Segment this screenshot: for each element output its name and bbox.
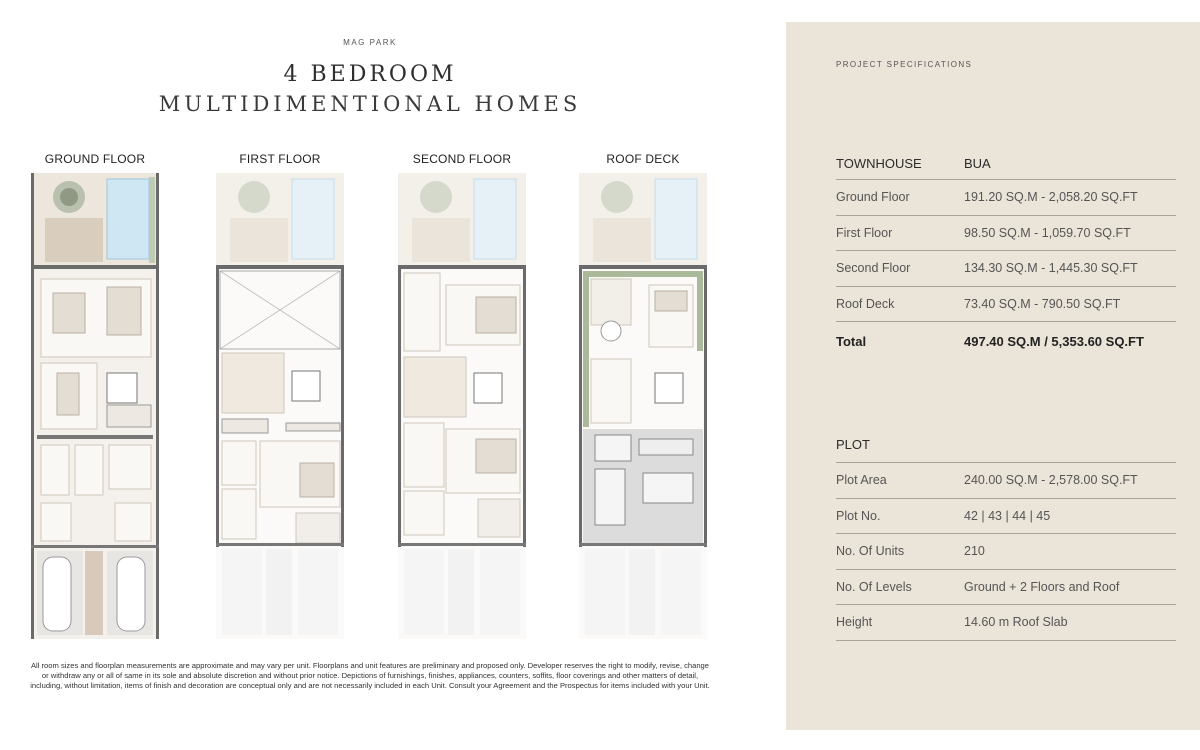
row-label: First Floor: [836, 215, 964, 251]
second-floor-plan: [398, 173, 526, 639]
row-label: Plot Area: [836, 463, 964, 499]
table-row: [836, 180, 1176, 216]
total-row: [836, 322, 1176, 361]
row-label: No. Of Units: [836, 534, 964, 570]
row-value: Ground + 2 Floors and Roof: [964, 569, 1176, 605]
floor-label-ground: GROUND FLOOR: [44, 152, 146, 166]
roof-deck-plan: [579, 173, 707, 639]
floor-second: [397, 150, 527, 639]
townhouse-table: [836, 147, 1176, 360]
floor-label-roof: ROOF DECK: [606, 152, 680, 166]
table-row: [836, 498, 1176, 534]
specifications-panel: [786, 22, 1200, 730]
row-value: 191.20 SQ.M - 2,058.20 SQ.FT: [964, 180, 1176, 216]
row-label: Second Floor: [836, 251, 964, 287]
floor-ground: [30, 150, 160, 639]
row-label: Height: [836, 605, 964, 641]
total-label: Total: [836, 333, 867, 349]
table-row: [836, 286, 1176, 322]
row-value: 240.00 SQ.M - 2,578.00 SQ.FT: [964, 463, 1176, 499]
row-label: Ground Floor: [836, 180, 964, 216]
brand-label: MAG PARK: [343, 38, 397, 47]
ground-floor-plan: [31, 173, 159, 639]
total-value: 497.40 SQ.M / 5,353.60 SQ.FT: [964, 333, 1144, 349]
table-row: [836, 534, 1176, 570]
townhouse-header-row: [836, 147, 1176, 180]
floor-label-first: FIRST FLOOR: [239, 152, 321, 166]
table-row: [836, 569, 1176, 605]
table-row: [836, 463, 1176, 499]
table-row: [836, 605, 1176, 641]
plot-heading: PLOT: [836, 437, 870, 452]
specifications-heading: PROJECT SPECIFICATIONS: [836, 60, 973, 69]
row-label: No. Of Levels: [836, 569, 964, 605]
table-row: [836, 215, 1176, 251]
row-label: Plot No.: [836, 498, 964, 534]
table-row: [836, 251, 1176, 287]
row-value: 73.40 SQ.M - 790.50 SQ.FT: [964, 286, 1176, 322]
row-label: Roof Deck: [836, 286, 964, 322]
row-value: 210: [964, 534, 1176, 570]
floor-label-second: SECOND FLOOR: [412, 152, 512, 166]
page-title: 4 BEDROOM: [283, 62, 457, 87]
row-value: 42 | 43 | 44 | 45: [964, 498, 1176, 534]
floor-roof: [578, 150, 708, 639]
row-value: 14.60 m Roof Slab: [964, 605, 1176, 641]
disclaimer-text: All room sizes and floorplan measurements are approximate and may vary per unit. Floorplans and unit features are preliminary and proposed only. Developer reserves the right to modify, revise, change or withdraw any or all of same in its sole and absolute discretion and without prior notice. Depictions of furnishings, finishes, appliances, counters, soffits, floor coverings and other matters of detail, including, without limitation, items of finish and decoration are conceptual only and are not necessarily included in each Unit. Consult your Agreement and the Prospectus for items included with your Unit.: [30, 661, 710, 691]
bua-col-label: BUA: [964, 147, 1176, 180]
row-value: 98.50 SQ.M - 1,059.70 SQ.FT: [964, 215, 1176, 251]
plot-table: [836, 462, 1176, 641]
floor-first: [215, 150, 345, 639]
first-floor-plan: [216, 173, 344, 639]
page-subtitle: MULTIDIMENTIONAL HOMES: [158, 92, 582, 116]
row-value: 134.30 SQ.M - 1,445.30 SQ.FT: [964, 251, 1176, 287]
townhouse-col-label: TOWNHOUSE: [836, 147, 964, 180]
